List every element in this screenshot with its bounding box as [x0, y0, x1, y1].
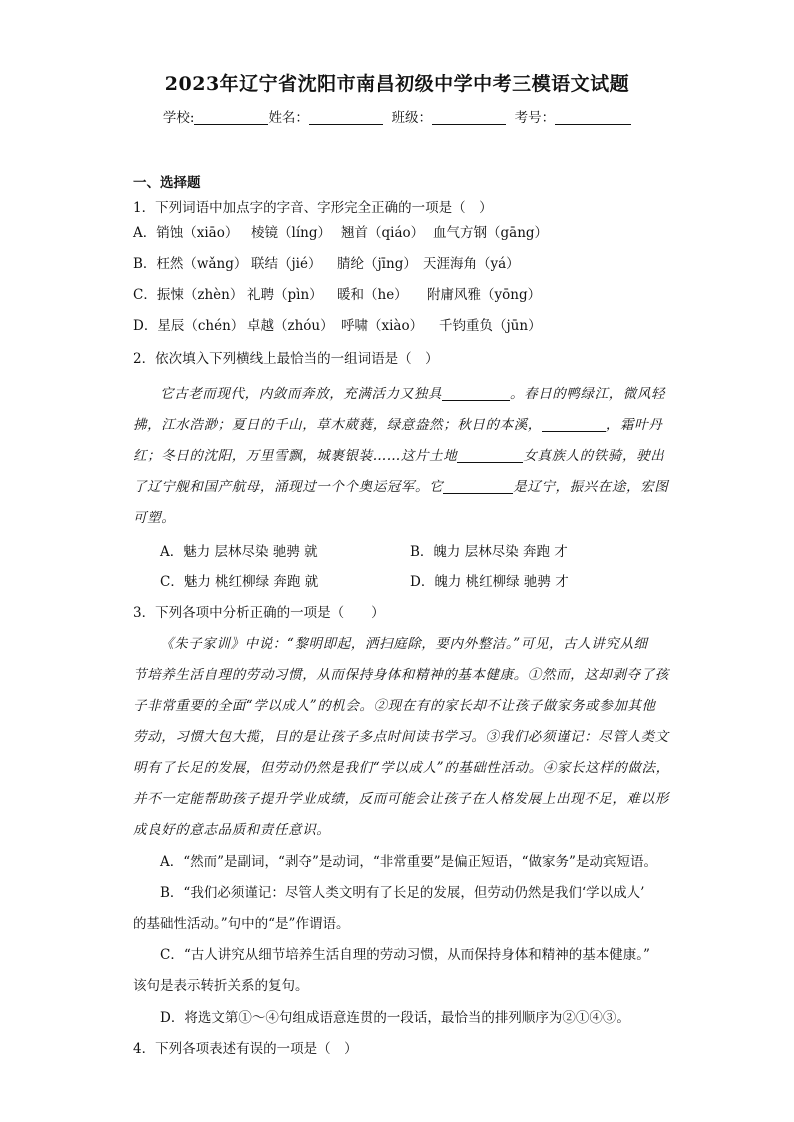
- question-3-option-d: D．将选文第①～④句组成语意连贯的一段话，最恰当的排列顺序为②①④③。: [160, 1010, 630, 1026]
- option-word: A．销蚀（xiāo）: [133, 225, 239, 241]
- question-1-option-a: [133, 221, 548, 241]
- option-word: 血气方钢（gāng）: [433, 225, 549, 241]
- question-2-passage-line: [133, 506, 175, 526]
- question-1-option-c: [133, 283, 541, 303]
- option-word: 附庸风雅（yōng）: [427, 287, 542, 303]
- passage-text: 可塑。: [133, 510, 176, 526]
- question-3-passage-line: [133, 694, 656, 714]
- student-info-line: [0, 106, 794, 126]
- option-word: 腈纶（jīng）: [337, 256, 417, 272]
- exam-no-blank[interactable]: [555, 110, 631, 125]
- class-label: 班级：: [391, 110, 433, 126]
- passage-text: 。春日的鸭绿江，微风轻: [510, 386, 666, 402]
- passage-text: 是辽宁，振兴在途，宏图: [513, 479, 669, 495]
- passage-text: 明有了长足的发展，但劳动仍然是我们“学以成人”的基础性活动。④家长这样的做法，: [133, 760, 670, 776]
- question-2-option-a: A．魅力 层林尽染 驰骋 就: [160, 544, 318, 560]
- option-word: 卓越（zhóu）: [247, 318, 334, 334]
- question-3-option-b-cont: 的基础性活动。”句中的“是”作谓语。: [133, 916, 350, 932]
- passage-text: 拂，江水浩渺；夏日的千山，草木葳蕤，绿意盎然；秋日的本溪，: [133, 417, 542, 433]
- passage-text: 子非常重要的全面“学以成人”的机会。②现在有的家长却不让孩子做家务或参加其他: [133, 698, 656, 714]
- option-word: 暖和（he）: [337, 287, 408, 303]
- passage-text: 节培养生活自理的劳动习惯，从而保持身体和精神的基本健康。①然而，这却剥夺了孩: [133, 667, 669, 683]
- fill-blank[interactable]: [443, 479, 513, 494]
- option-word: B．枉然（wǎng）: [133, 256, 248, 272]
- passage-text: 劳动，习惯大包大揽，目的是让孩子多点时间读书学习。③我们必须谨记：尽管人类文: [133, 729, 669, 745]
- option-word: 翘首（qiáo）: [341, 225, 425, 241]
- question-3-option-c-cont: 该句是表示转折关系的复句。: [133, 978, 309, 994]
- school-blank[interactable]: [194, 110, 268, 125]
- option-word: 天涯海角（yá）: [423, 256, 520, 272]
- question-4-stem: 4．下列各项表述有误的一项是（ ）: [133, 1041, 358, 1057]
- question-1-option-d: [133, 314, 542, 334]
- option-word: C．振悚（zhèn）: [133, 287, 244, 303]
- question-3-option-c: C．“古人讲究从细节培养生活自理的劳动习惯，从而保持身体和精神的基本健康。”: [160, 947, 650, 963]
- question-2-stem: 2．依次填入下列横线上最恰当的一组词语是（ ）: [133, 351, 439, 367]
- question-3-passage-line: [133, 725, 669, 745]
- passage-text: 红；冬日的沈阳，万里雪飘，城裹银装……这片土地: [133, 448, 458, 464]
- fill-blank[interactable]: [542, 417, 606, 432]
- passage-text: 它古老而现代，内敛而奔放，充满活力又独具: [160, 386, 442, 402]
- class-blank[interactable]: [432, 110, 506, 125]
- question-1-option-b: [133, 252, 520, 272]
- school-label: 学校:: [162, 110, 195, 126]
- question-2-option-d: D．魄力 桃红柳绿 驰骋 才: [410, 574, 569, 590]
- option-word: D．星辰（chén）: [133, 318, 245, 334]
- option-word: 联结（jié）: [251, 256, 322, 272]
- passage-text: 并不一定能帮助孩子提升学业成绩，反而可能会让孩子在人格发展上出现不足，难以形: [133, 791, 669, 807]
- passage-text: 了辽宁舰和国产航母，涌现过一个个奥运冠军。它: [133, 479, 444, 495]
- question-2-passage-line: [133, 475, 668, 495]
- question-2-option-b: B．魄力 层林尽染 奔跑 才: [410, 544, 568, 560]
- question-3-passage-line: [133, 787, 669, 807]
- name-label: 姓名：: [268, 110, 309, 126]
- question-2-passage-line: [133, 444, 664, 464]
- exam-no-label: 考号：: [514, 110, 556, 126]
- fill-blank[interactable]: [457, 448, 523, 463]
- option-word: 礼聘（pìn）: [247, 287, 323, 303]
- question-2-passage-line: [133, 413, 662, 433]
- passage-text: 《朱子家训》中说：“黎明即起，洒扫庭除，要内外整洁。”可见，古人讲究从细: [160, 636, 648, 652]
- fill-blank[interactable]: [442, 386, 510, 401]
- question-3-option-a: A．“然而”是副词，“剥夺”是动词，“非常重要”是偏正短语，“做家务”是动宾短语。: [160, 854, 657, 870]
- question-3-stem: 3．下列各项中分析正确的一项是（ ）: [133, 605, 385, 621]
- name-blank[interactable]: [309, 110, 383, 125]
- option-word: 千钧重负（jūn）: [439, 318, 542, 334]
- question-1-stem: 1．下列词语中加点字的字音、字形完全正确的一项是（ ）: [133, 200, 493, 216]
- section-heading: 一、选择题: [133, 175, 201, 191]
- question-3-passage-line: [133, 663, 669, 683]
- question-3-passage-line: [160, 632, 648, 652]
- question-2-option-c: C．魅力 桃红柳绿 奔跑 就: [160, 574, 319, 590]
- question-3-option-b: B．“我们必须谨记：尽管人类文明有了长足的发展，但劳动仍然是我们‘学以成人’: [160, 885, 645, 901]
- question-2-passage-line: [160, 382, 665, 402]
- passage-text: 女真族人的铁骑，驶出: [523, 448, 665, 464]
- option-word: 棱镜（líng）: [251, 225, 331, 241]
- passage-text: 成良好的意志品质和责任意识。: [133, 822, 331, 838]
- passage-text: ，霜叶丹: [605, 417, 663, 433]
- page-title: 2023年辽宁省沈阳市南昌初级中学中考三模语文试题: [164, 73, 630, 95]
- question-3-passage-line: [133, 756, 670, 776]
- option-word: 呼啸（xiào）: [341, 318, 424, 334]
- question-3-passage-line: [133, 818, 330, 838]
